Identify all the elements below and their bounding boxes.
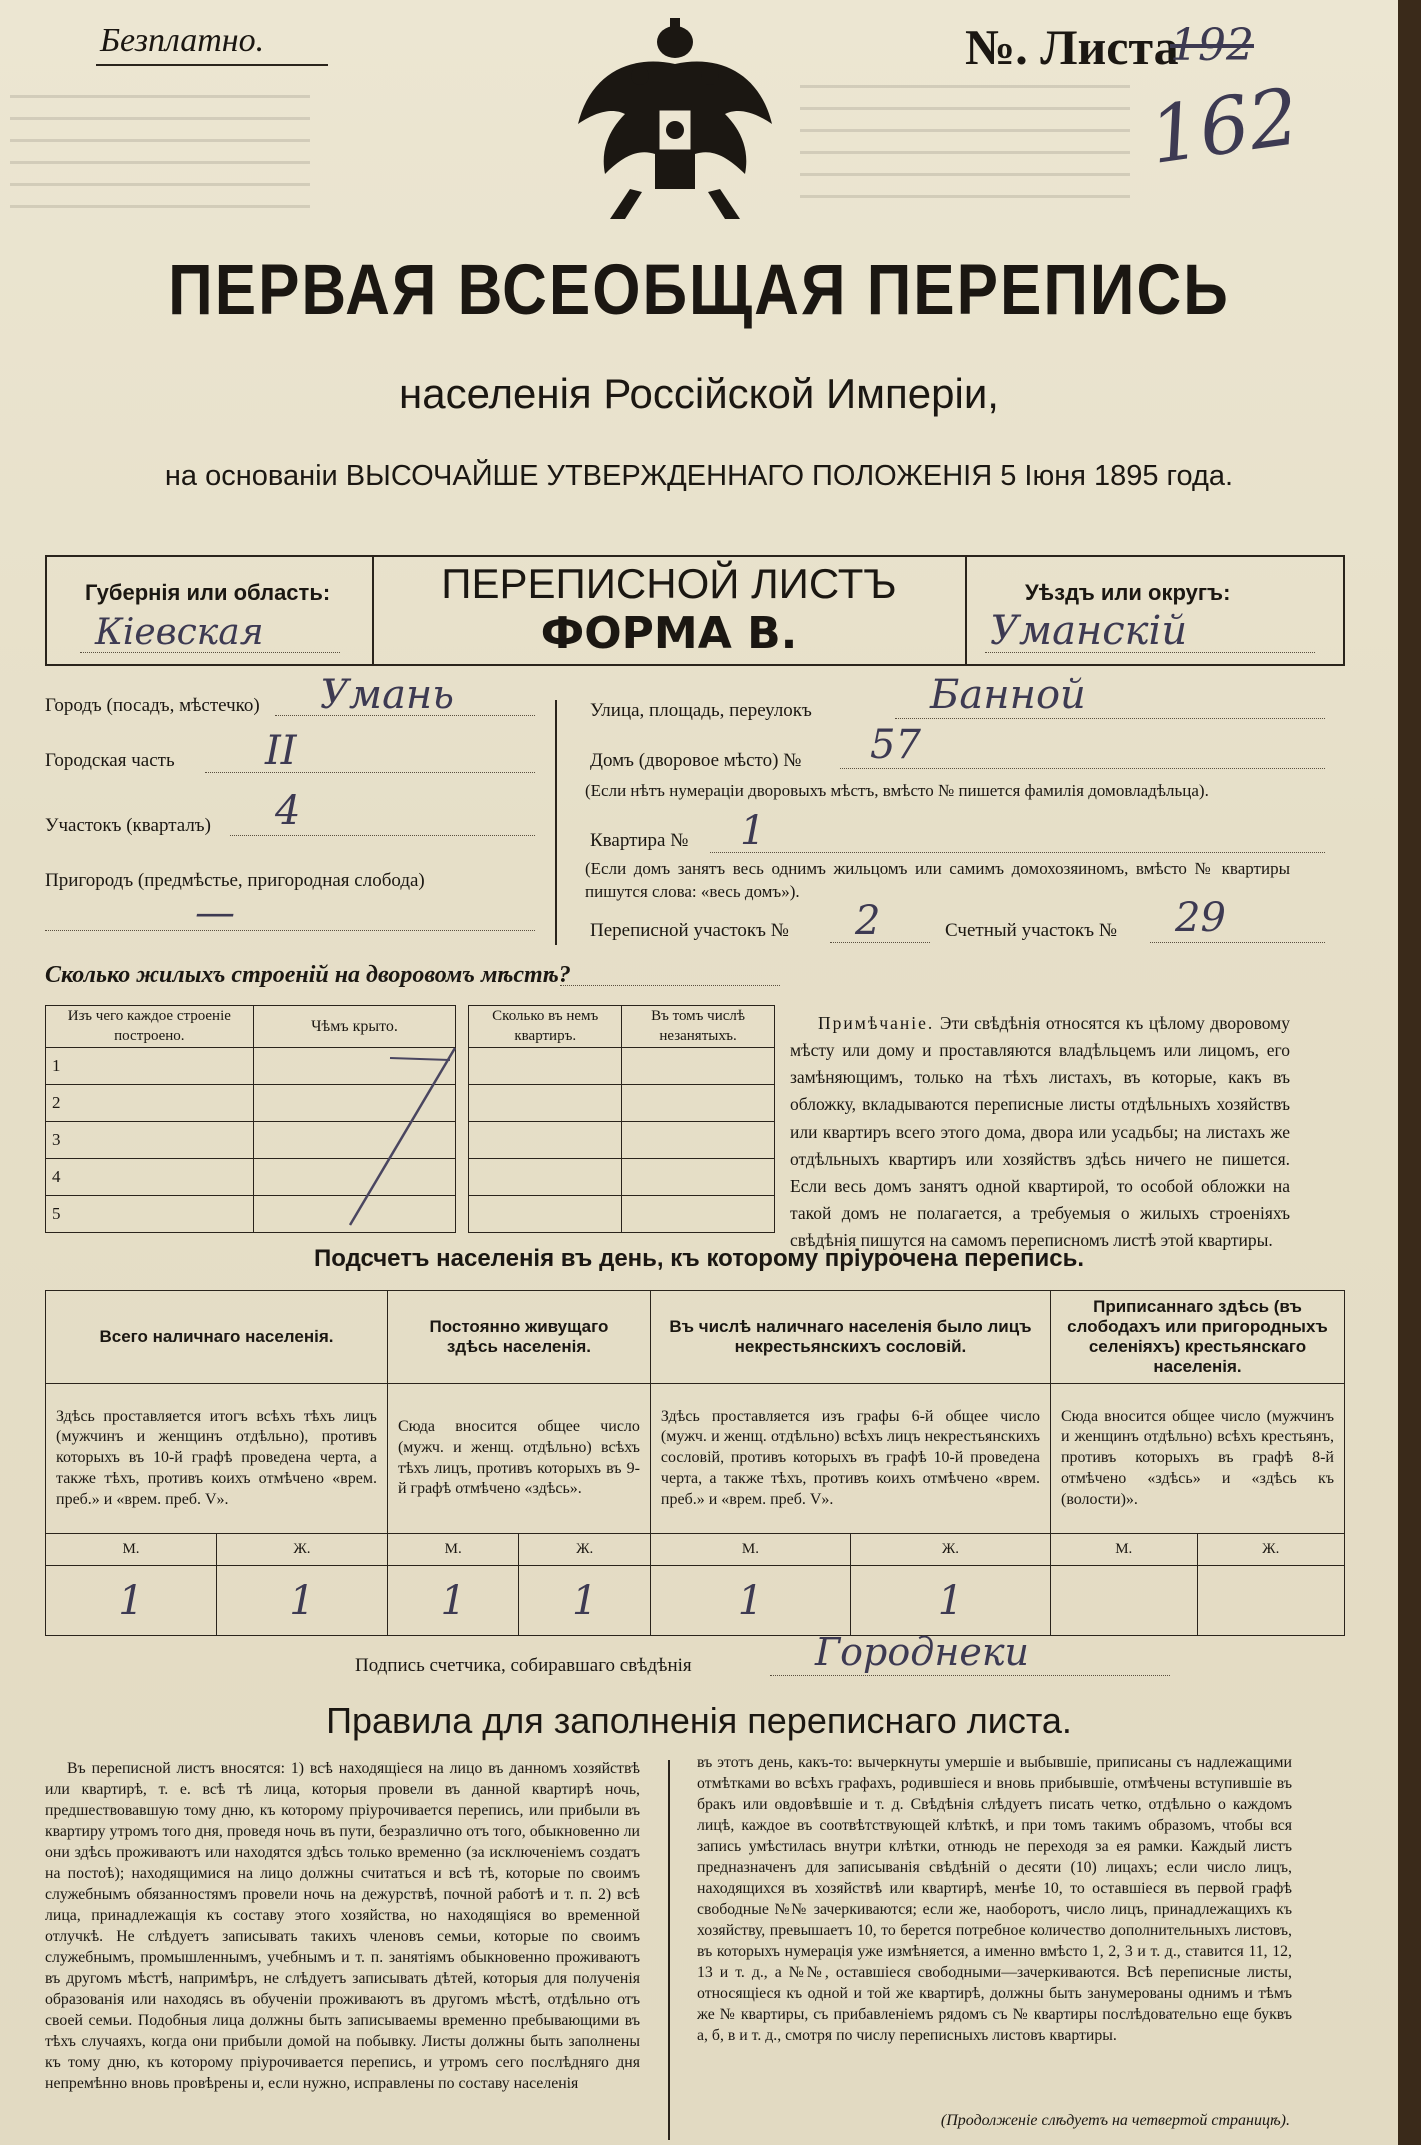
count-total-m: 1 [46, 1566, 217, 1636]
sheet-title: ПЕРЕПИСНОЙ ЛИСТЪ [441, 560, 897, 607]
signature-label: Подпись счетчика, собиравшаго свѣдѣнія [355, 1655, 692, 1676]
note-block [790, 1010, 1290, 1254]
count-f-label: Ж. [850, 1534, 1050, 1566]
count-m-label: М. [1050, 1534, 1197, 1566]
rules-continued: (Продолженіе слѣдуетъ на четвертой страницѣ). [940, 2112, 1290, 2129]
sheet-number-handwritten: 162 [1144, 72, 1305, 182]
buildings-row-num: 2 [46, 1085, 254, 1122]
count-head-peasant: Приписаннаго здѣсь (въ слободахъ или пригородныхъ селеніяхъ) крестьянскаго населенія. [1050, 1291, 1344, 1384]
buildings-row-num: 1 [46, 1048, 254, 1085]
note-title: Примѣчаніе. [818, 1013, 935, 1033]
street-value: Банной [930, 672, 1086, 718]
buildings-col-vacant: Въ томъ числѣ незанятыхъ. [622, 1006, 775, 1048]
precinct-value: 4 [275, 788, 301, 834]
buildings-col-roof: Чѣмъ крыто. [253, 1006, 456, 1048]
count-area-label: Счетный участокъ № [945, 920, 1117, 941]
count-total-f: 1 [216, 1566, 387, 1636]
count-desc-peasant: Сюда вносится общее число (мужчинъ и женщинъ отдѣльно) всѣхъ крестьянъ, противъ которыхъ въ графѣ 8-й отмѣчено «здѣсь» и «здѣсь къ (волости)». [1050, 1384, 1344, 1534]
precinct-label: Участокъ (кварталъ) [45, 815, 211, 836]
count-peasant-f [1197, 1566, 1344, 1636]
count-m-label: М. [46, 1534, 217, 1566]
rules-title: Правила для заполненія переписнаго листа. [326, 1700, 1072, 1741]
province-label: Губернія или область: [85, 580, 331, 605]
count-m-label: М. [650, 1534, 850, 1566]
imperial-eagle-emblem [570, 14, 780, 224]
count-nonpeasant-f: 1 [850, 1566, 1050, 1636]
population-table [45, 1290, 1345, 1636]
bleed-through-right [800, 85, 1130, 205]
count-title: Подсчетъ населенія въ день, къ которому пріурочена перепись. [314, 1245, 1084, 1272]
count-head-permanent: Постоянно живущаго здѣсь населенія. [387, 1291, 650, 1384]
house-label: Домъ (дворовое мѣсто) № [590, 750, 802, 771]
apartment-note: (Если домъ занятъ весь однимъ жильцомъ или самимъ домохозяиномъ, вмѣсто № квартиры пишутся слова: «весь домъ»). [585, 859, 1290, 901]
count-desc-total: Здѣсь проставляется итогъ всѣхъ тѣхъ лицъ (мужчинъ и женщинъ отдѣльно), противъ которыхъ въ 10-й графѣ проведена черта, а также тѣхъ, противъ коихъ отмѣчено «врем. преб.» и «врем. преб. V». [46, 1384, 388, 1534]
count-peasant-m [1050, 1566, 1197, 1636]
basis-line: на основаніи ВЫСОЧАЙШЕ УТВЕРЖДЕННАГО ПОЛОЖЕНІЯ 5 Іюня 1895 года. [164, 460, 1234, 492]
suburb-label: Пригородъ (предмѣстье, пригородная слобода) [45, 870, 425, 891]
apartment-value: 1 [740, 808, 766, 854]
main-title: ПЕРВАЯ ВСЕОБЩАЯ ПЕРЕПИСЬ [168, 250, 1230, 331]
district-label: Уѣздъ или округъ: [1025, 580, 1231, 605]
signature-value: Городнеки [815, 1630, 1030, 1674]
buildings-row-num: 5 [46, 1196, 254, 1233]
count-nonpeasant-m: 1 [650, 1566, 850, 1636]
sheet-number-label: №. Листа [965, 19, 1179, 75]
count-m-label: М. [387, 1534, 518, 1566]
free-label: Безплатно. [100, 22, 265, 59]
buildings-col-apartments: Сколько въ немъ квартиръ. [469, 1006, 622, 1048]
apartment-label: Квартира № [590, 830, 689, 851]
house-note: (Если нѣтъ нумераціи дворовыхъ мѣстъ, вмѣсто № пишется фамилія домовладѣльца). [585, 781, 1209, 800]
form-name: ФОРМА В. [540, 608, 798, 659]
count-f-label: Ж. [1197, 1534, 1344, 1566]
count-permanent-f: 1 [519, 1566, 650, 1636]
buildings-question: Сколько жилыхъ строеній на дворовомъ мѣстѣ? [45, 962, 571, 988]
buildings-col-material: Изъ чего каждое строеніе построено. [46, 1006, 254, 1048]
census-area-label: Переписной участокъ № [590, 920, 789, 941]
city-value: Умань [320, 672, 455, 718]
count-desc-permanent: Сюда вносится общее число (мужч. и женщ. отдѣльно) всѣхъ тѣхъ лицъ, противъ которыхъ въ 9-й графѣ отмѣчено «здѣсь». [387, 1384, 650, 1534]
district-value: Уманскій [990, 608, 1188, 654]
city-part-value: II [265, 728, 297, 774]
rules-left-text: Въ переписной листъ вносятся: 1) всѣ находящіеся на лицо въ данномъ хозяйствѣ или квартирѣ, т. е. всѣ тѣ лица, которыя провели въ данной квартирѣ ночь, предшествовавшую тому дню, къ которому пріурочивается перепись, или прибыли въ квартиру утромъ того дня, проведя ночь въ пути, безразлично отъ того, обыкновенно ли они здѣсь проживаютъ или находятся здѣсь только временно (за исключеніемъ создатъ на постоѣ); находящимися на лицо должны считаться и всѣ тѣ, которые по своимъ служебнымъ обязанностямъ провели ночь на дежурствѣ, почной работѣ и т. п. 2) всѣ лица, принадлежащія къ составу этого хозяйства, но находящіяся во временной отлучкѣ. Не слѣдуетъ записывать такихъ членовъ семьи, которые по своимъ служебнымъ, промышленнымъ, учебнымъ и т. п. занятіямъ обыкновенно проживаютъ въ другомъ мѣстѣ, напримѣръ, не слѣдуетъ записывать дѣтей, которыя для полученія образованія или находясь въ обученіи проживаютъ въ другомъ мѣстѣ, отдѣльно отъ своей семьи. Подобныя лица должны быть записываемы временно пребывающими въ тѣхъ случаяхъ, когда они прибыли домой на побывку. Листы должны быть заполнены къ тому дню, къ которому пріурочивается перепись, и утромъ сего послѣдняго дня непремѣнно вновь провѣрены и, если нужно, исправлены по составу населенія [45, 1760, 640, 2092]
city-label: Городъ (посадъ, мѣстечко) [45, 695, 260, 716]
count-head-total: Всего наличнаго населенія. [46, 1291, 388, 1384]
street-label: Улица, площадь, переулокъ [590, 700, 812, 721]
bleed-through-left [10, 95, 310, 215]
subtitle: населенія Россійской Имперіи, [399, 370, 999, 417]
buildings-row-num: 4 [46, 1159, 254, 1196]
buildings-row-num: 3 [46, 1122, 254, 1159]
count-f-label: Ж. [216, 1534, 387, 1566]
census-area-value: 2 [855, 898, 881, 944]
rules-right-text: въ этотъ день, какъ-то: вычеркнуты умершіе и выбывшіе, приписаны съ надлежащими отмѣтками во всѣхъ графахъ, родившіеся и вновь прибывшіе, отмѣчены вступившіе въ бракъ или овдовѣвшіе и т. д. Свѣдѣнія слѣдуетъ писать четко, отдѣльно о каждомъ лицѣ, каждое въ соотвѣтствующей клѣткѣ, и при томъ такимъ образомъ, чтобы вся запись умѣстилась внутри клѣтки, отнюдь не переходя за ея рамки. Каждый листъ предназначенъ для записыванія свѣдѣній о десяти (10) лицахъ; если число лицъ, находящихся въ хозяйствѣ или квартирѣ, менѣе 10, то оставшіеся въ первой графѣ свободные №№ зачеркиваются; если же, наоборотъ, число лицъ, принадлежащихъ къ хозяйству, превышаетъ 10, то берется потребное количество дополнительныхъ листовъ, въ которыхъ нумерація уже измѣняется, а именно вмѣсто 1, 2, 3 и т. д., ставится 11, 12, 13 и т. д., а №№, оставшіеся свободными—зачеркиваются. Всѣ переписные листы, относящіеся къ одной и той же квартирѣ, должны быть занумерованы однимъ и тѣмъ же № квартиры, съ прибавленіемъ рядомъ съ № квартиры послѣдовательно еще буквъ а, б, в и т. д., смотря по числу переписныхъ листовъ квартиры. [697, 1754, 1292, 2044]
count-head-nonpeasant: Въ числѣ наличнаго населенія было лицъ некрестьянскихъ сословій. [650, 1291, 1050, 1384]
count-area-value: 29 [1175, 895, 1226, 941]
house-value: 57 [870, 722, 921, 768]
count-desc-nonpeasant: Здѣсь проставляется изъ графы 6-й общее число (мужч. и женщ. отдѣльно) всѣхъ лицъ некрестьянскихъ сословій, противъ которыхъ въ графѣ 10-й проведена черта, а также тѣхъ, противъ коихъ отмѣчено «врем. преб.» и «врем. преб. V». [650, 1384, 1050, 1534]
count-permanent-m: 1 [387, 1566, 518, 1636]
city-part-label: Городская часть [45, 750, 175, 771]
note-text: Эти свѣдѣнія относятся къ цѣлому дворовому мѣсту или дому и проставляются владѣльцемъ или лицомъ, его замѣняющимъ, только на тѣхъ листахъ, въ которые, какъ въ обложку, вкладываются переписные листы отдѣльныхъ хозяйствъ или квартиръ всего этого дома, двора или усадьбы; на листахъ же отдѣльныхъ квартиръ или хозяйствъ здѣсь ничего не пишется. Если весь домъ занятъ одной квартирой, то особой обложки на такой домъ не полагается, а требуемыя о жилыхъ строеніяхъ свѣдѣнія пишутся на самомъ переписномъ листѣ этой квартиры. [790, 1013, 1290, 1250]
count-f-label: Ж. [519, 1534, 650, 1566]
sheet-number-crossed: 192 [1170, 20, 1254, 71]
province-value: Кіевская [95, 612, 264, 653]
pencil-strike-mark [330, 1040, 470, 1230]
suburb-value: — [195, 890, 235, 936]
